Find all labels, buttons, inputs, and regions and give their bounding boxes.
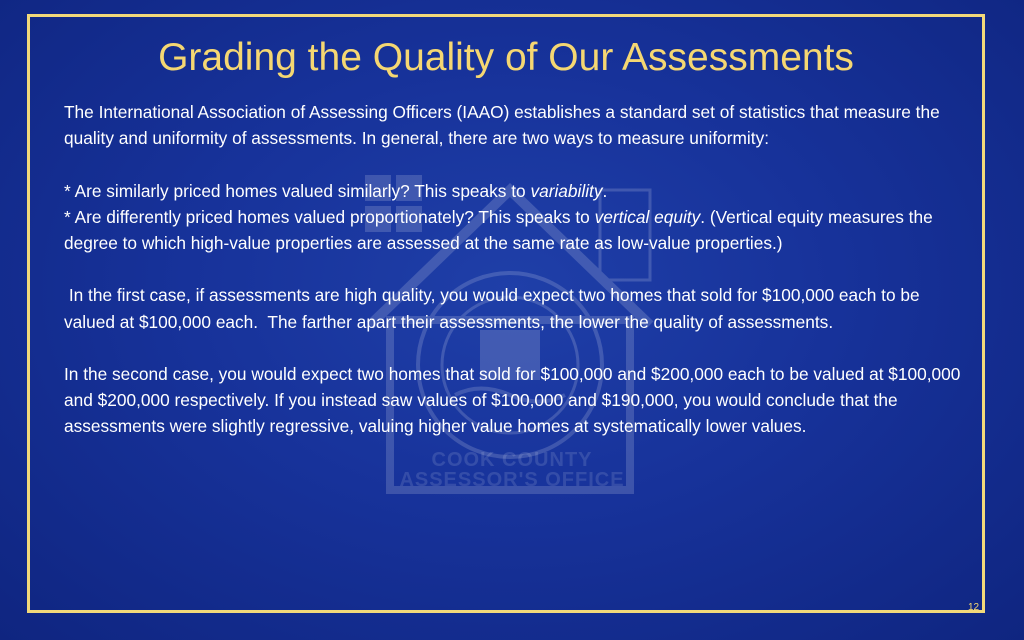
paragraph-gap (64, 151, 964, 177)
watermark-text (392, 450, 632, 490)
watermark-line-1: COOK COUNTY (431, 449, 593, 471)
intro-paragraph: The International Association of Assessing Officers (IAAO) establishes a standard set of statistics that measure the quality and uniformity of assessments. In general, there are two ways to measure uniformity: (64, 102, 940, 149)
slide-number: 12 (968, 602, 980, 613)
paragraph-gap (64, 256, 964, 282)
term-vertical-equity: vertical equity (594, 206, 701, 227)
bullet-variability-prefix: * Are similarly priced homes valued similarly? This speaks to (64, 180, 531, 201)
slide-title: Grading the Quality of Our Assessments (158, 36, 854, 79)
bullet-vertical-equity (64, 204, 964, 256)
watermark-line-2: ASSESSOR'S OFFICE (399, 469, 625, 491)
term-variability: variability (530, 180, 603, 201)
bullet-variability (64, 178, 964, 204)
first-case-paragraph: In the first case, if assessments are high quality, you would expect two homes that sold for $100,000 each to be valued at $100,000 each. The farther apart their assessments, the lower the quality of assessments. (64, 285, 925, 332)
second-case-paragraph: In the second case, you would expect two homes that sold for $100,000 and $200,000 each to be valued at $100,000 and $200,000 respectively. If you instead saw values of $100,000 and $190,000, you would conclude that the assessments were slightly regressive, valuing higher value homes at systematically lower values. (64, 363, 961, 437)
paragraph-gap (64, 335, 964, 361)
slide-body (64, 99, 964, 440)
bullet-vertical-equity-prefix: * Are differently priced homes valued proportionately? This speaks to (64, 206, 595, 227)
bullet-variability-suffix: . (602, 180, 608, 201)
bullet-vertical-equity-suffix: . (Vertical equity measures the degree to which high-value properties are assessed at the same rate as low-value properties.) (64, 206, 933, 253)
